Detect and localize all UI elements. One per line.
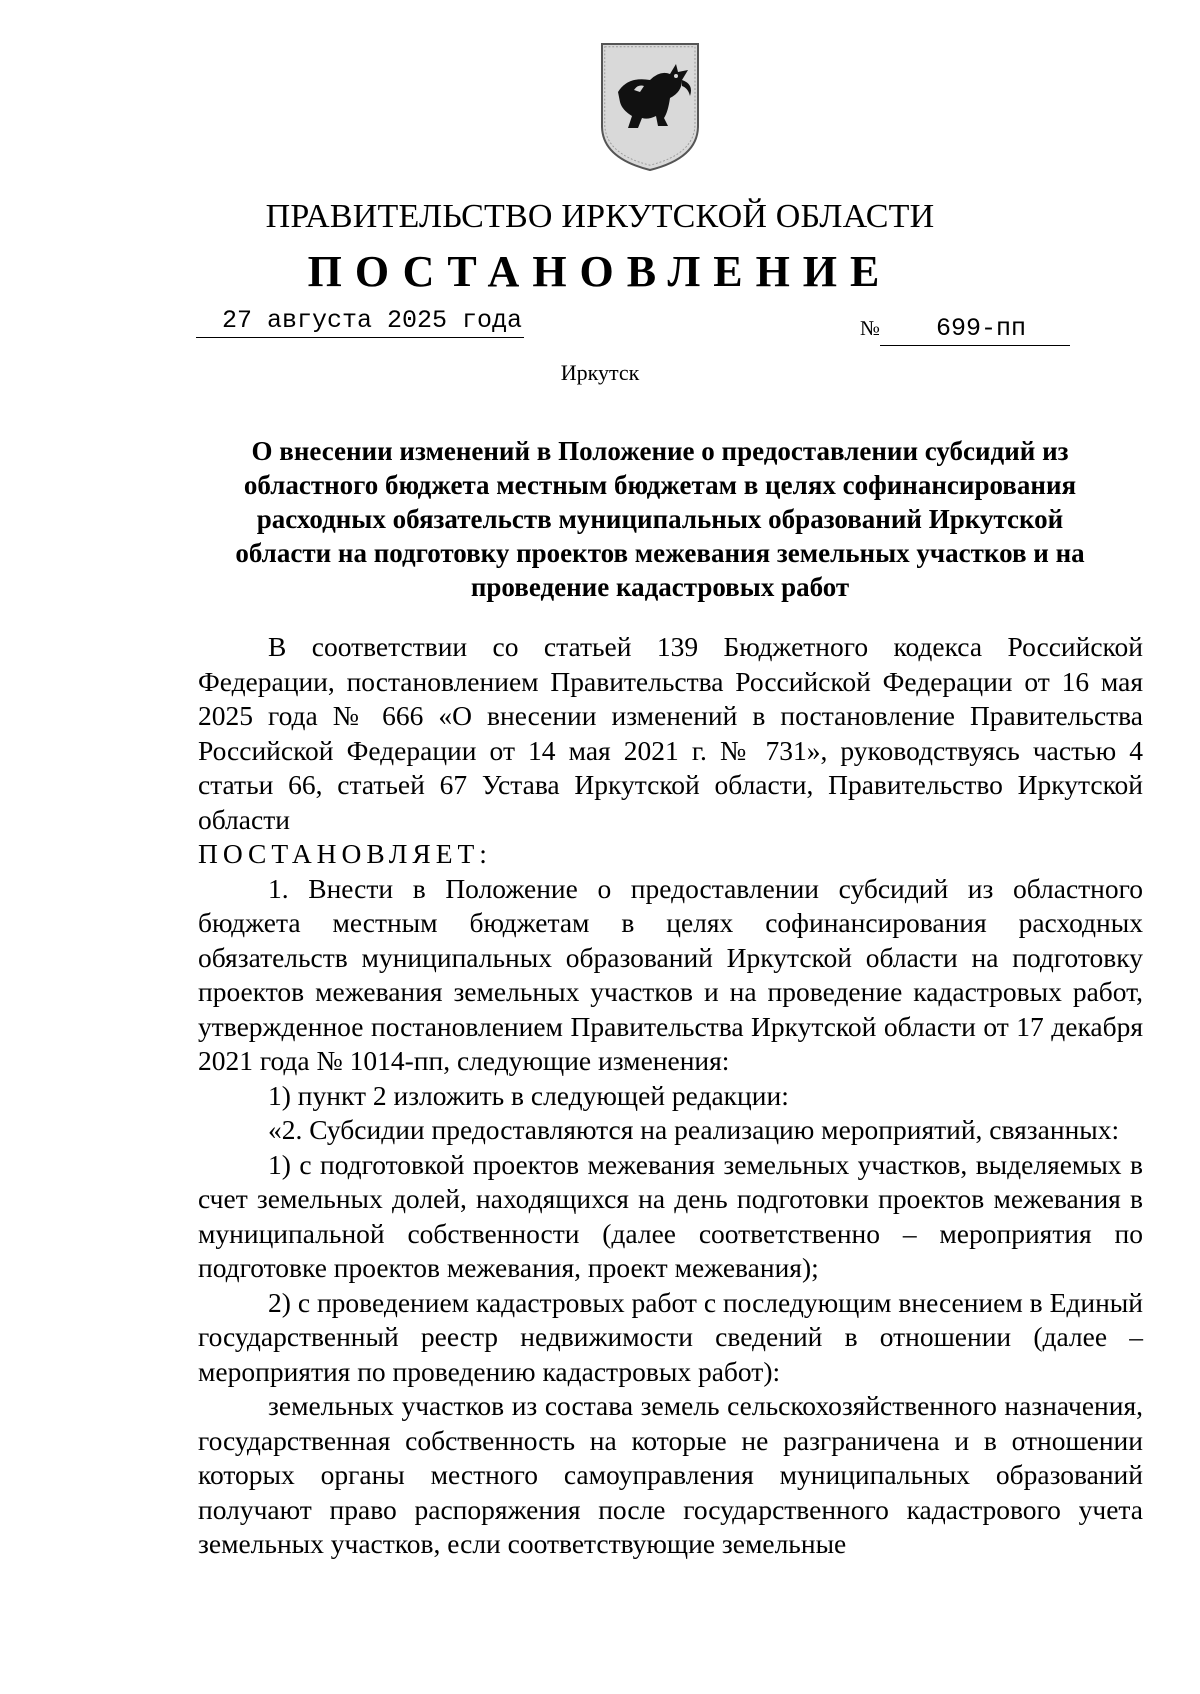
authority-name: ПРАВИТЕЛЬСТВО ИРКУТСКОЙ ОБЛАСТИ [265, 198, 935, 235]
number-value: 699-пп [880, 314, 1070, 346]
date-value: 27 августа 2025 года [196, 306, 524, 338]
preamble: В соответствии со статьей 139 Бюджетного кодекса Российской Федерации, постановлением Правительства Российской Федерации от 16 мая 2025 года № 666 «О внесении изменений в постановление Правительства Российской Федерации от 14 мая 2021 г. № 731», руководствуясь частью 4 статьи 66, статьей 67 Устава Иркутской области, Правительство Иркутской области [198, 631, 1143, 835]
document-type: ПОСТАНОВЛЕНИЕ [307, 247, 893, 296]
decree-number [860, 314, 1070, 346]
paragraph: 1. Внести в Положение о предоставлении субсидий из областного бюджета местным бюджетам в целях софинансирования расходных обязательств муниципальных образований Иркутской области на подготовку проектов межевания земельных участков и на проведение кадастровых работ, утвержденное постановлением Правительства Иркутской области от 17 декабря 2021 года № 1014-пп, следующие изменения: [198, 872, 1143, 1076]
city: Иркутск [560, 360, 640, 385]
paragraph: 1) с подготовкой проектов межевания земельных участков, выделяемых в счет земельных долей, находящихся на день подготовки проектов межевания в муниципальной собственности (далее соответственно – мероприятия по подготовке проектов межевания, проект межевания); [198, 1148, 1143, 1283]
number-sign: № [860, 316, 881, 340]
paragraph: «2. Субсидии предоставляются на реализацию мероприятий, связанных: [268, 1114, 1120, 1145]
decree-body [198, 630, 1143, 1562]
irkutsk-coat-of-arms-icon [598, 40, 702, 174]
decree-date [222, 306, 524, 338]
resolves-heading: ПОСТАНОВЛЯЕТ: [198, 838, 492, 869]
paragraph: 2) с проведением кадастровых работ с последующим внесением в Единый государственный реестр недвижимости сведений в отношении (далее – мероприятия по проведению кадастровых работ): [198, 1286, 1143, 1387]
decree-title: О внесении изменений в Положение о предоставлении субсидий из областного бюджета местным бюджетам в целях софинансирования расходных обязательств муниципальных образований Иркутской области на подготовку проектов межевания земельных участков и на проведение кадастровых работ [235, 436, 1085, 602]
paragraph: земельных участков из состава земель сельскохозяйственного назначения, государственная собственность на которые не разграничена и в отношении которых органы местного самоуправления муниципальных образований получают право распоряжения после государственного кадастрового учета земельных участков, если соответствующие земельные [198, 1390, 1143, 1559]
paragraph: 1) пункт 2 изложить в следующей редакции: [268, 1079, 789, 1111]
